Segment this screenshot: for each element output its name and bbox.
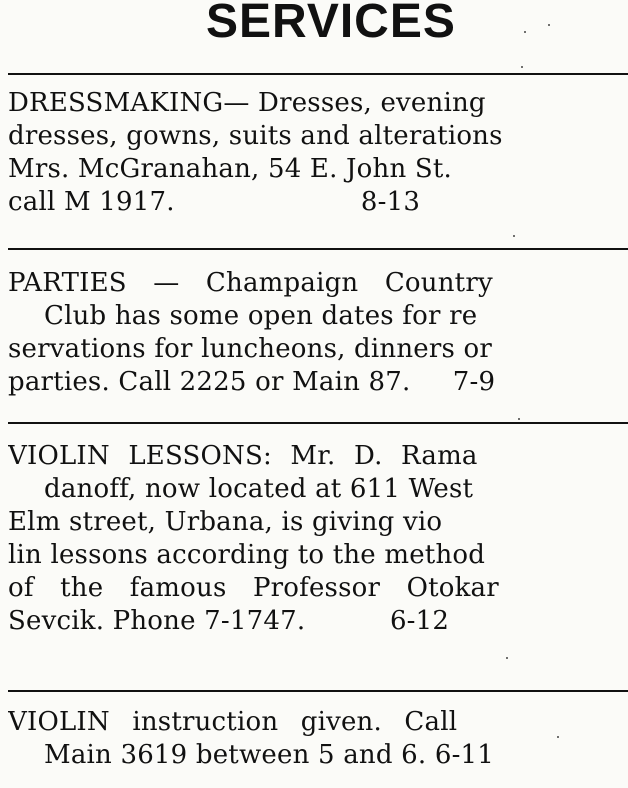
ad-line: Club has some open dates for re <box>44 301 478 331</box>
ad-line: dresses, gowns, suits and alterations <box>8 121 503 151</box>
ad-dressmaking <box>8 87 628 219</box>
ad-line: parties. Call 2225 or Main 87. 7-9 <box>8 367 496 397</box>
print-speck <box>518 418 520 420</box>
print-speck <box>521 66 523 68</box>
ad-line: PARTIES — Champaign Country <box>8 268 493 298</box>
ad-line: Elm street, Urbana, is giving vio <box>8 507 443 537</box>
print-speck <box>524 31 526 33</box>
ad-line: Main 3619 between 5 and 6. 6-11 <box>44 740 495 770</box>
print-speck <box>506 657 508 659</box>
section-title: SERVICES <box>206 0 456 48</box>
ad-parties <box>8 267 628 399</box>
print-speck <box>548 24 550 26</box>
ad-line: VIOLIN LESSONS: Mr. D. Rama <box>8 441 478 471</box>
ad-line: call M 1917. 8-13 <box>8 187 421 217</box>
ad-line: of the famous Professor Otokar <box>8 573 499 603</box>
print-speck <box>557 736 559 738</box>
divider-rule <box>8 422 628 424</box>
ad-line: Mrs. McGranahan, 54 E. John St. <box>8 154 452 184</box>
divider-rule <box>8 690 628 692</box>
divider-rule <box>8 73 628 75</box>
ad-line: Sevcik. Phone 7-1747. 6-12 <box>8 606 450 636</box>
print-speck <box>513 235 515 237</box>
ad-line: VIOLIN instruction given. Call <box>8 707 458 737</box>
ad-line: lin lessons according to the method <box>8 540 486 570</box>
ad-violin-lessons <box>8 440 628 638</box>
ad-line: DRESSMAKING— Dresses, evening <box>8 88 486 118</box>
divider-rule <box>8 248 628 250</box>
ad-line: servations for luncheons, dinners or <box>8 334 493 364</box>
ad-violin-instruction <box>8 706 628 772</box>
ad-line: danoff, now located at 611 West <box>44 474 474 504</box>
section-header <box>0 0 628 58</box>
